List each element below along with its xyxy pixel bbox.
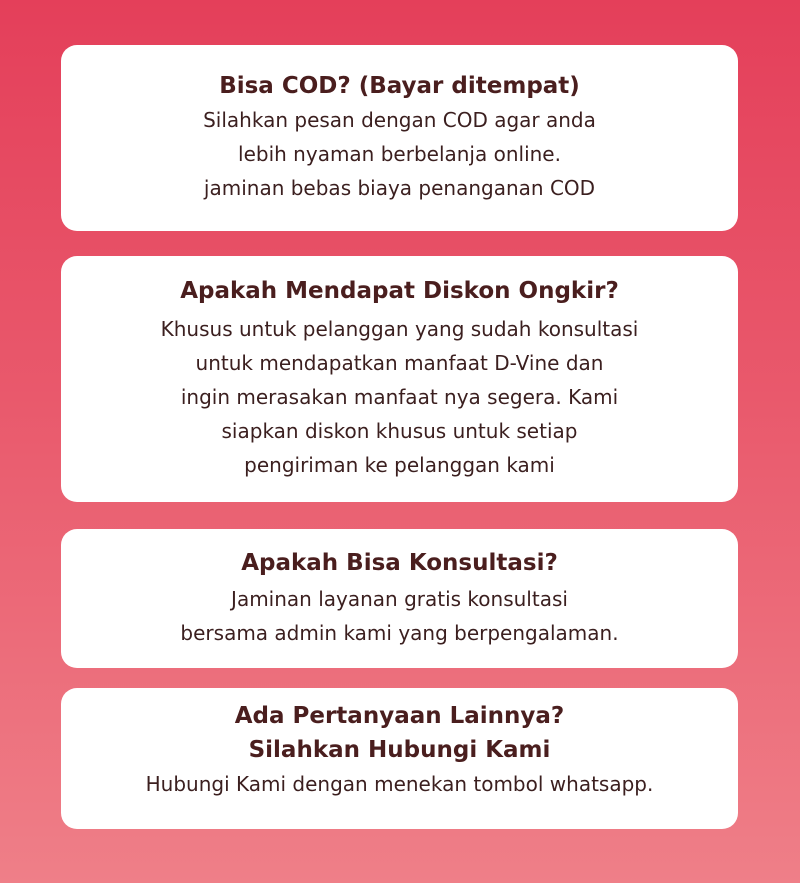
faq-answer-line: pengiriman ke pelanggan kami	[244, 453, 555, 477]
faq-answer-konsultasi	[61, 582, 738, 650]
faq-answer-line: jaminan bebas biaya penanganan COD	[203, 176, 596, 200]
faq-card-hubungi	[61, 688, 738, 829]
faq-answer-hubungi	[61, 767, 738, 801]
faq-answer-cod	[61, 103, 738, 205]
faq-title-cod: Bisa COD? (Bayar ditempat)	[219, 73, 580, 99]
faq-card-diskon-ongkir	[61, 256, 738, 502]
faq-title-line: Silahkan Hubungi Kami	[248, 737, 551, 763]
faq-answer-line: lebih nyaman berbelanja online.	[238, 142, 561, 166]
faq-answer-line: Jaminan layanan gratis konsultasi	[231, 587, 568, 611]
faq-answer-line: Hubungi Kami dengan menekan tombol whatsapp.	[145, 772, 654, 796]
faq-title-line: Ada Pertanyaan Lainnya?	[234, 703, 565, 729]
faq-answer-line: untuk mendapatkan manfaat D-Vine dan	[195, 351, 604, 375]
faq-answer-line: Khusus untuk pelanggan yang sudah konsultasi	[160, 317, 639, 341]
faq-answer-line: Silahkan pesan dengan COD agar anda	[203, 108, 596, 132]
faq-answer-line: bersama admin kami yang berpengalaman.	[180, 621, 619, 645]
faq-title-konsultasi: Apakah Bisa Konsultasi?	[241, 550, 558, 576]
faq-title-hubungi	[61, 699, 738, 767]
faq-answer-line: siapkan diskon khusus untuk setiap	[221, 419, 578, 443]
faq-card-cod	[61, 45, 738, 231]
faq-answer-diskon-ongkir	[61, 312, 738, 482]
faq-answer-line: ingin merasakan manfaat nya segera. Kami	[180, 385, 619, 409]
faq-title-diskon-ongkir: Apakah Mendapat Diskon Ongkir?	[180, 278, 619, 304]
faq-card-konsultasi	[61, 529, 738, 668]
